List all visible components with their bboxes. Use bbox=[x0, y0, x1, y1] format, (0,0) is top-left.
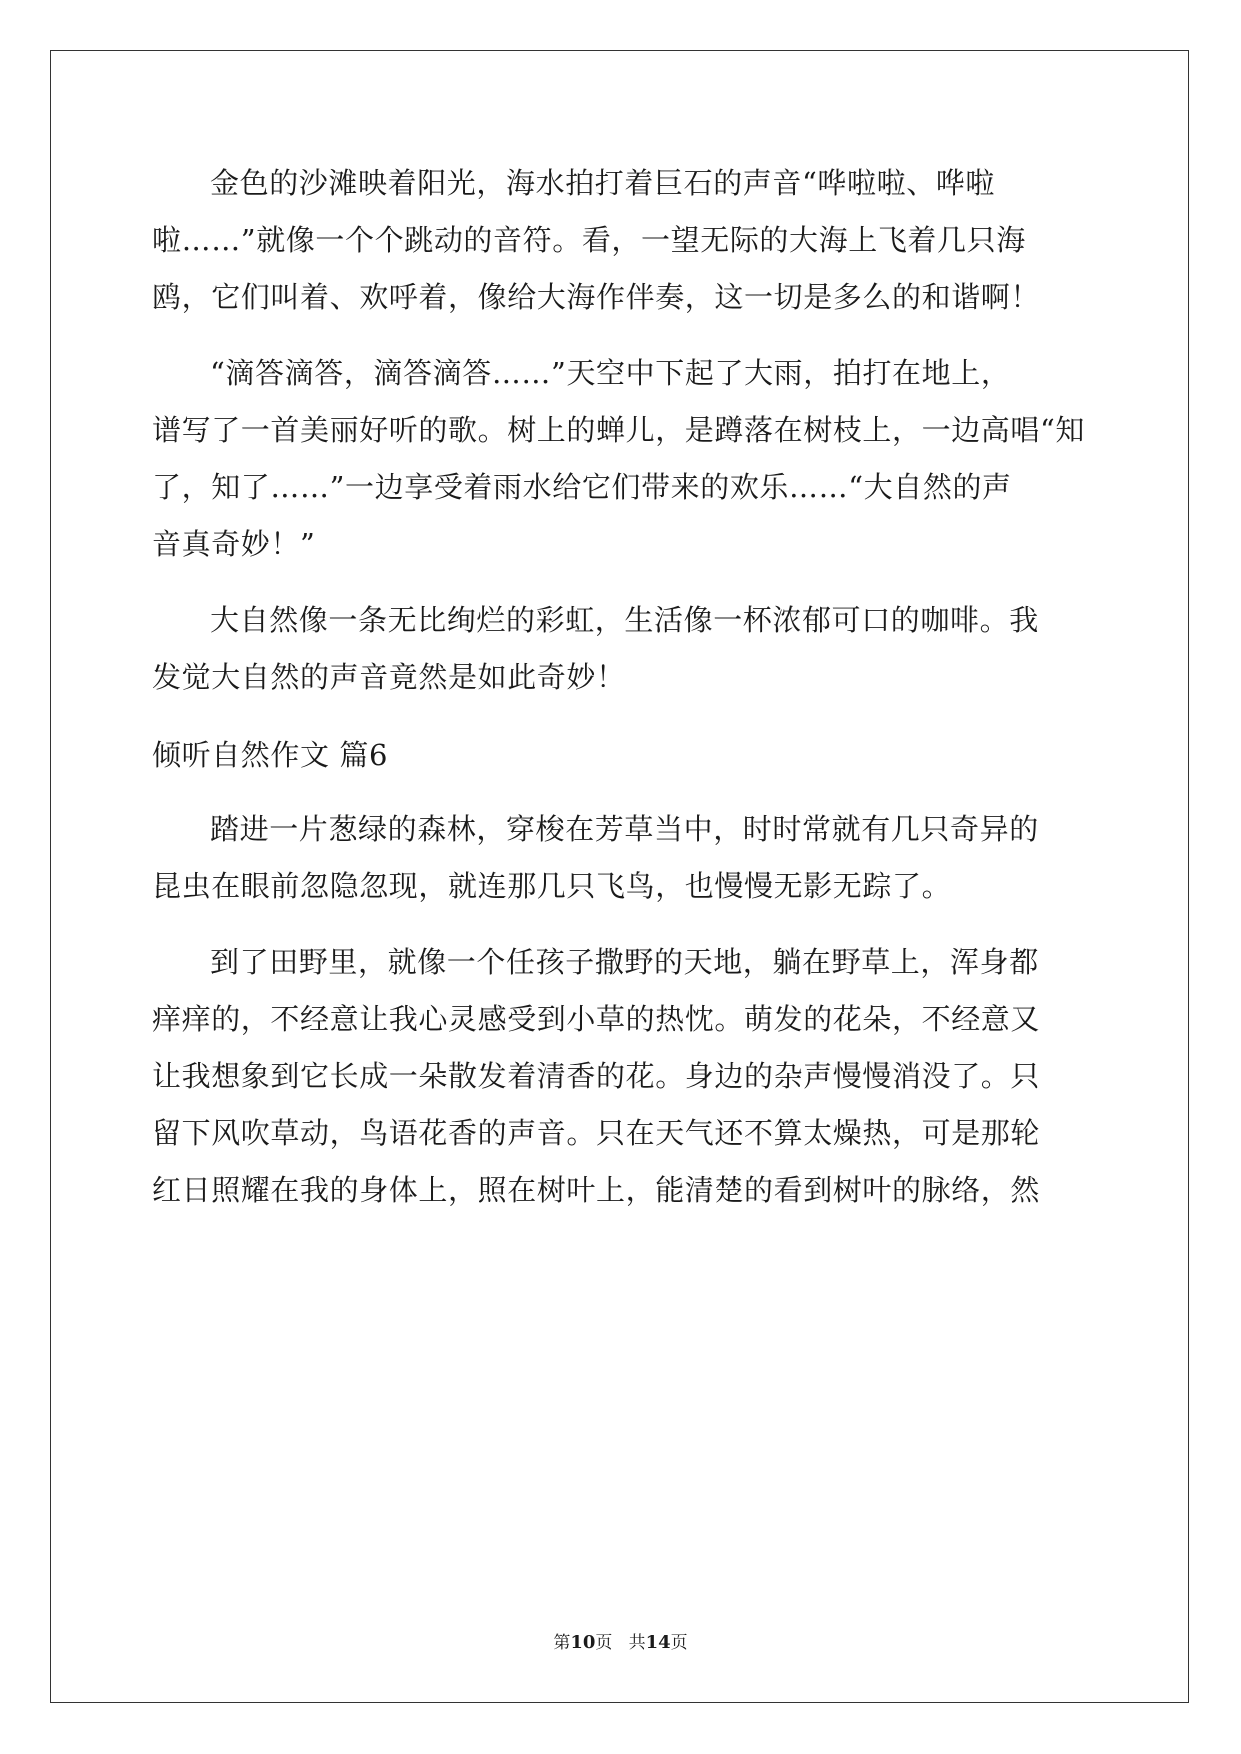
total-pages-number: 14 bbox=[645, 1632, 671, 1653]
text-line: 踏进一片葱绿的森林，穿梭在芳草当中，时时常就有几只奇异的 bbox=[210, 812, 1039, 846]
current-page-number: 10 bbox=[570, 1632, 596, 1653]
text-line: 音真奇妙！” bbox=[152, 527, 316, 561]
text-line: 金色的沙滩映着阳光，海水拍打着巨石的声音“哗啦啦、哗啦 bbox=[210, 166, 996, 200]
text-line: 到了田野里，就像一个任孩子撒野的天地，躺在野草上，浑身都 bbox=[210, 945, 1039, 979]
text-line: 大自然像一条无比绚烂的彩虹，生活像一杯浓郁可口的咖啡。我 bbox=[210, 603, 1039, 637]
paragraph bbox=[152, 934, 1087, 1219]
text-line: “滴答滴答，滴答滴答……”天空中下起了大雨，拍打在地上， bbox=[210, 356, 1011, 390]
text-line: 鸥，它们叫着、欢呼着，像给大海作伴奏，这一切是多么的和谐啊！ bbox=[152, 280, 1041, 314]
section-heading: 倾听自然作文 篇6 bbox=[152, 738, 389, 772]
document-body bbox=[152, 155, 1087, 1238]
text-line: 昆虫在眼前忽隐忽现，就连那几只飞鸟，也慢慢无影无踪了。 bbox=[152, 869, 952, 903]
total-prefix: 共 bbox=[628, 1633, 646, 1653]
text-line: 留下风吹草动，鸟语花香的声音。只在天气还不算太燥热，可是那轮 bbox=[152, 1116, 1041, 1150]
text-line: 红日照耀在我的身体上，照在树叶上，能清楚的看到树叶的脉络，然 bbox=[152, 1173, 1041, 1207]
total-suffix: 页 bbox=[670, 1633, 688, 1653]
text-line: 发觉大自然的声音竟然是如此奇妙！ bbox=[152, 660, 626, 694]
text-line: 谱写了一首美丽好听的歌。树上的蝉儿，是蹲落在树枝上，一边高唱“知 bbox=[152, 413, 1086, 447]
text-line: 啦……”就像一个个跳动的音符。看，一望无际的大海上飞着几只海 bbox=[152, 223, 1026, 257]
page-suffix: 页 bbox=[595, 1633, 613, 1653]
paragraph bbox=[152, 592, 1087, 706]
paragraph bbox=[152, 155, 1087, 326]
text-line: 痒痒的，不经意让我心灵感受到小草的热忱。萌发的花朵，不经意又 bbox=[152, 1002, 1041, 1036]
text-line: 了，知了……”一边享受着雨水给它们带来的欢乐……“大自然的声 bbox=[152, 470, 1012, 504]
paragraph bbox=[152, 345, 1087, 573]
paragraph bbox=[152, 801, 1087, 915]
page-footer bbox=[0, 1628, 1241, 1653]
page-prefix: 第 bbox=[553, 1633, 571, 1653]
text-line: 让我想象到它长成一朵散发着清香的花。身边的杂声慢慢消没了。只 bbox=[152, 1059, 1041, 1093]
